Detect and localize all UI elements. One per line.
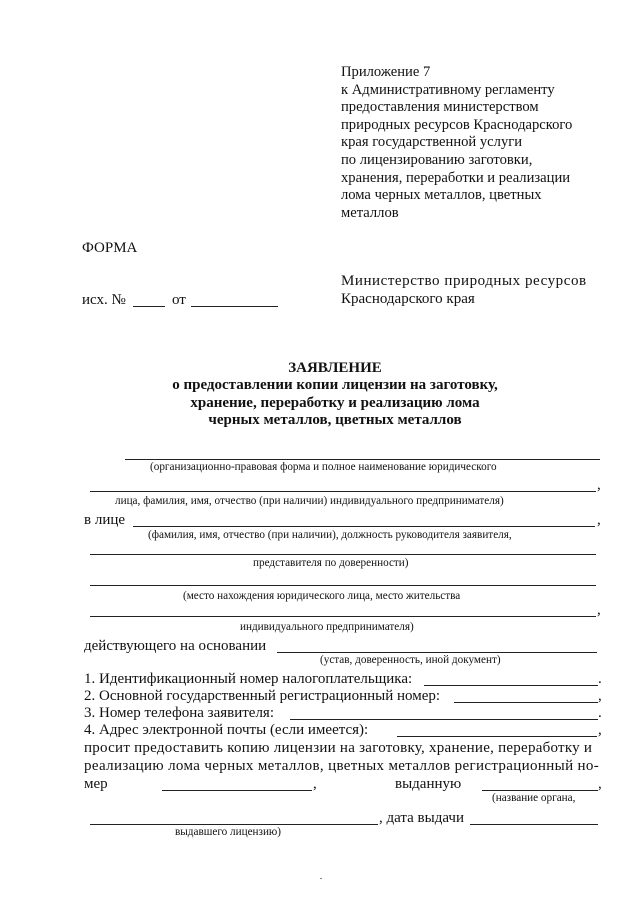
comma: , [597,602,601,618]
title-line-1: о предоставлении копии лицензии на заготовку, [172,377,498,394]
ogrn-label: 2. Основной государственный регистрационный номер: [84,688,441,704]
comma: , [597,477,601,493]
appendix-line: к Административному регламенту [341,81,555,98]
outgoing-date-label: от [172,292,186,308]
issued-label: выданную [395,776,462,792]
comma: , [313,776,317,792]
request-line-1: просит предоставить копию лицензии на заготовку, хранение, переработку и [84,740,593,756]
appendix-block [341,64,601,222]
addressee-line-1: Министерство природных ресурсов [341,273,587,289]
email-field[interactable] [397,736,597,737]
form-label: ФОРМА [82,240,138,256]
title-line-3: черных металлов, цветных металлов [208,412,462,429]
appendix-line: металлов [341,204,399,221]
license-number-field[interactable] [162,790,312,791]
basis-doc-caption: (устав, доверенность, иной документ) [320,654,501,666]
appendix-line: предоставления министерством [341,99,539,116]
addressee [341,272,587,308]
authority-field-2[interactable] [90,824,378,825]
head-name-caption: (фамилия, имя, отчество (при наличии), должность руководителя заявителя, [148,529,512,541]
document-title [100,360,570,430]
location-caption: (место нахождения юридического лица, место жительства [183,590,461,602]
issuer-caption: выдавшего лицензию) [175,826,282,838]
comma: , [598,688,602,704]
entrepreneur-caption: индивидуального предпринимателя) [240,621,414,633]
org-name-field-2[interactable] [90,491,596,492]
email-label: 4. Адрес электронной почты (если имеется): [84,722,369,738]
period: . [598,671,602,687]
phone-label: 3. Номер телефона заявителя: [84,705,274,721]
basis-doc-field[interactable] [277,652,597,653]
title-heading: ЗАЯВЛЕНИЕ [288,360,382,376]
in-person-label: в лице [84,512,126,528]
outgoing-number-field[interactable] [133,306,165,307]
comma: , [598,776,602,792]
acting-basis-label: действующего на основании [84,638,267,654]
comma: , [598,722,602,738]
outgoing-date-field[interactable] [191,306,278,307]
authority-caption: (название органа, [492,792,576,804]
person-name-caption: лица, фамилия, имя, отчество (при наличии) индивидуального предпринимателя) [115,495,504,507]
location-field[interactable] [90,585,596,586]
inn-label: 1. Идентификационный номер налогоплательщика: [84,671,413,687]
scan-speck [320,878,322,879]
inn-field[interactable] [424,685,598,686]
appendix-line: хранения, переработки и реализации [341,169,571,186]
outgoing-number-label: исх. № [82,292,126,308]
appendix-line: Приложение 7 [341,64,431,80]
request-line-3: мер [84,776,108,792]
outgoing-number [82,292,126,309]
title-line-2: хранение, переработку и реализацию лома [190,394,480,411]
appendix-line: по лицензированию заготовки, [341,151,533,168]
proxy-field[interactable] [90,554,596,555]
head-name-field[interactable] [133,526,595,527]
org-form-caption: (организационно-правовая форма и полное наименование юридического [150,461,497,473]
issue-date-label: , дата выдачи [379,810,464,826]
request-line-2: реализацию лома черных металлов, цветных металлов регистрационный но- [84,758,600,774]
period: . [598,705,602,721]
appendix-line: лома черных металлов, цветных [341,187,542,204]
location-field-2[interactable] [90,616,596,617]
phone-field[interactable] [290,719,598,720]
proxy-caption: представителя по доверенности) [253,557,409,569]
appendix-line: природных ресурсов Краснодарского [341,116,573,133]
authority-field[interactable] [482,790,598,791]
ogrn-field[interactable] [454,702,598,703]
org-name-field[interactable] [125,459,600,460]
appendix-line: края государственной услуги [341,134,523,151]
addressee-line-2: Краснодарского края [341,291,475,307]
issue-date-field[interactable] [470,824,598,825]
comma: , [597,512,601,528]
